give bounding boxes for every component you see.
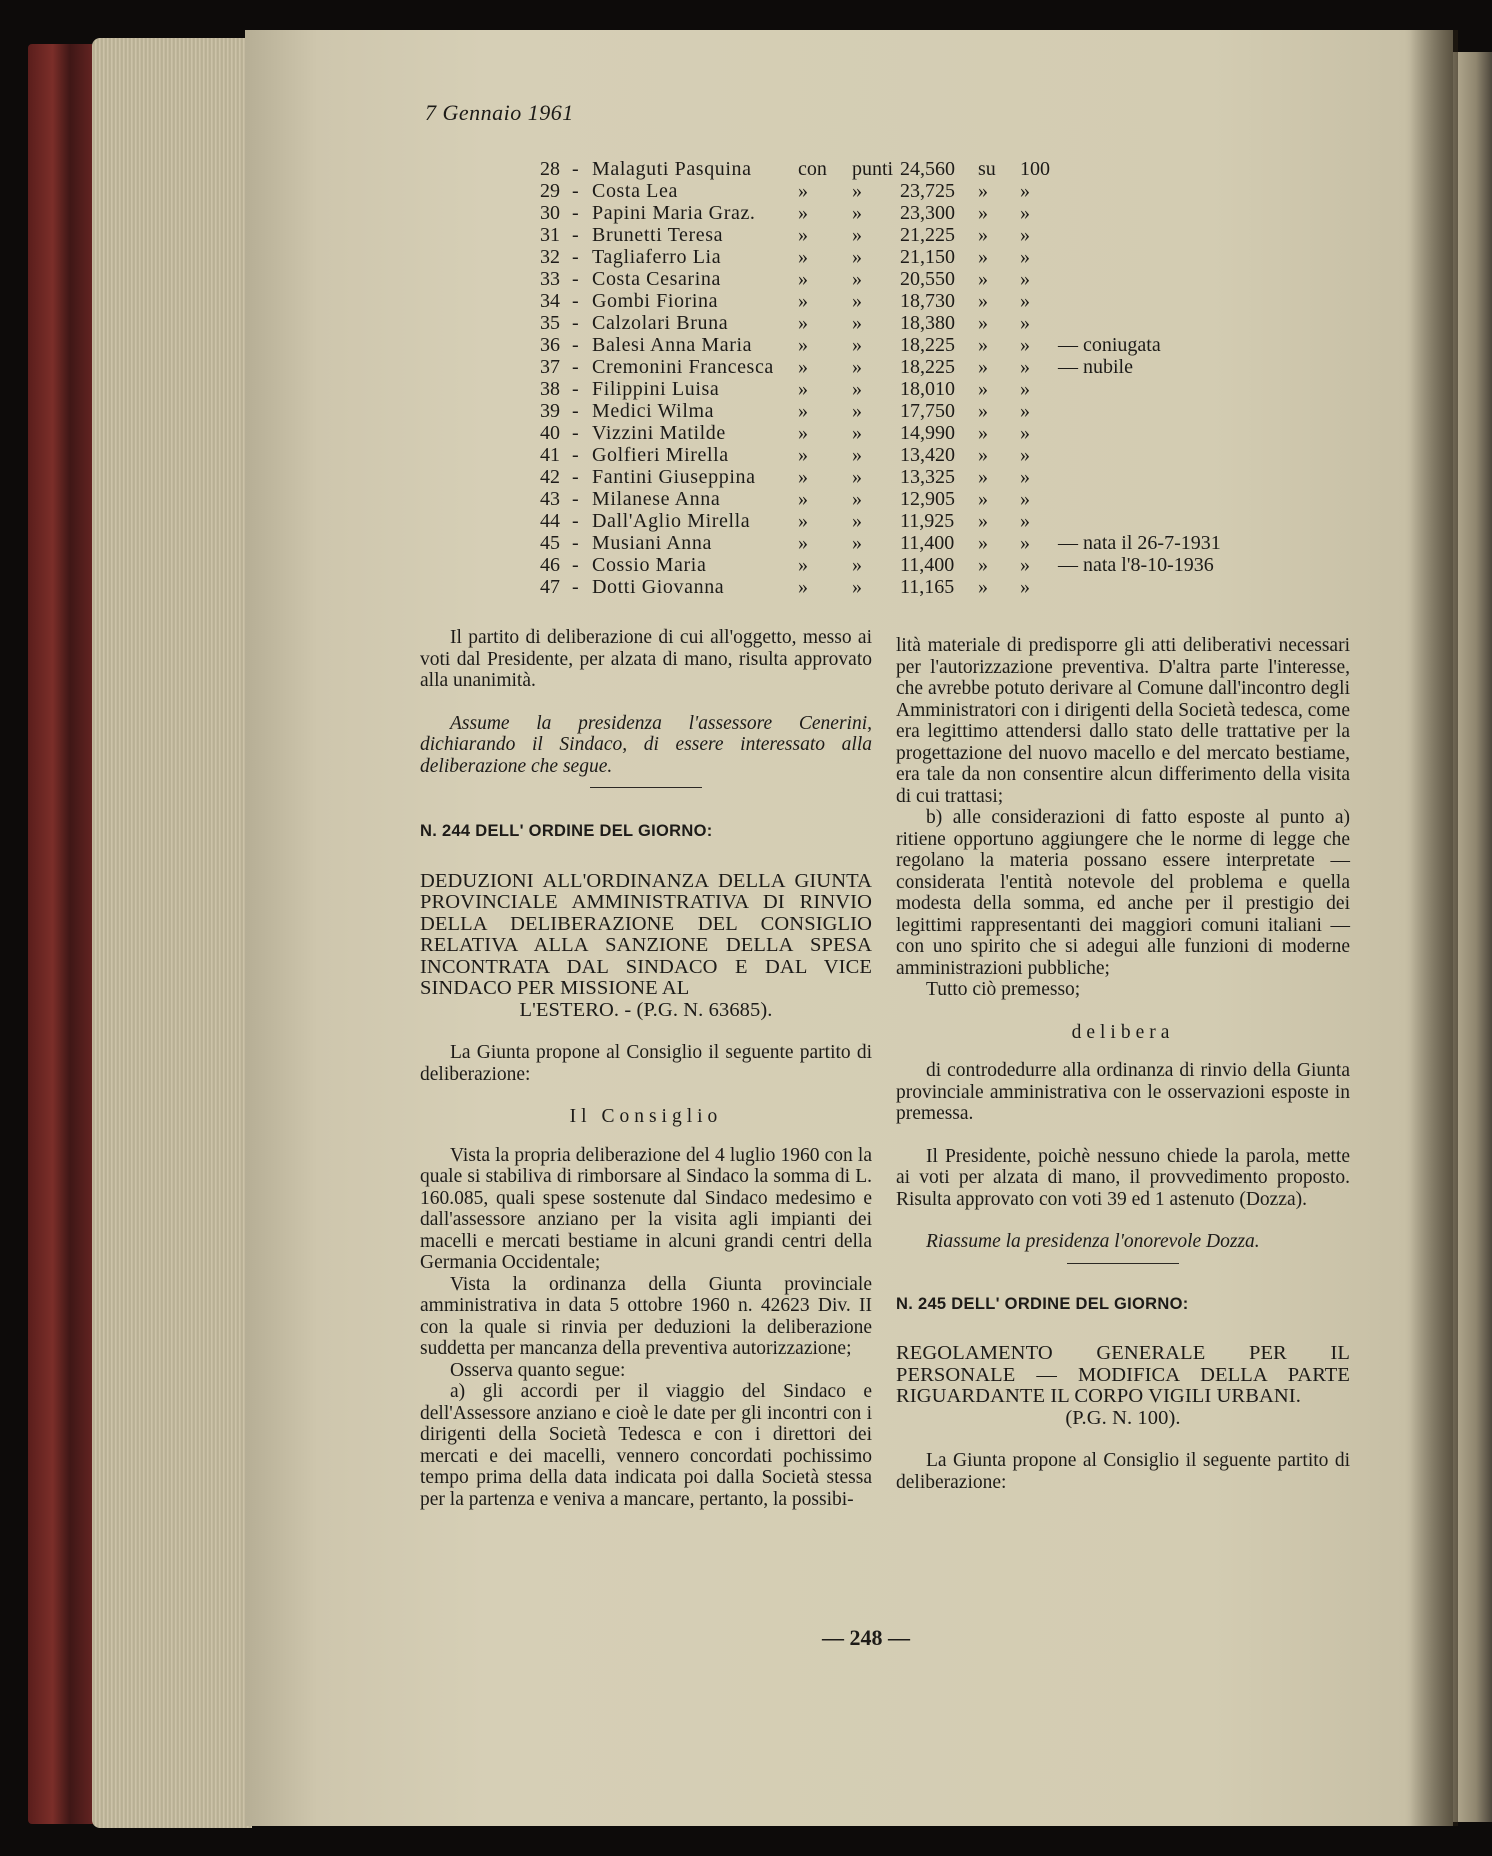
ranking-row — [540, 400, 1280, 422]
ranking-u2: » — [852, 510, 862, 532]
book-cover-right — [1452, 52, 1492, 1822]
book-gutter-shadow — [1410, 30, 1458, 1826]
ranking-row — [540, 554, 1280, 576]
ranking-u1: » — [798, 510, 808, 532]
ranking-name: Gombi Fiorina — [592, 290, 719, 312]
ranking-name: Golfieri Mirella — [592, 444, 729, 466]
ranking-score: 18,225 — [900, 334, 955, 356]
ranking-name: Dall'Aglio Mirella — [592, 510, 751, 532]
ranking-row — [540, 334, 1280, 356]
ranking-row — [540, 246, 1280, 268]
ranking-u1: » — [798, 466, 808, 488]
ranking-u4: » — [1020, 246, 1030, 268]
ranking-score: 12,905 — [900, 488, 955, 510]
ranking-row — [540, 444, 1280, 466]
ranking-u2: » — [852, 400, 862, 422]
ranking-u1: » — [798, 488, 808, 510]
ranking-u1: » — [798, 312, 808, 334]
ranking-u2: » — [852, 378, 862, 400]
ranking-u3: » — [978, 356, 988, 378]
ranking-u4: » — [1020, 466, 1030, 488]
ranking-name: Balesi Anna Maria — [592, 334, 753, 356]
ranking-name: Papini Maria Graz. — [592, 202, 756, 224]
ranking-u1: » — [798, 576, 808, 598]
ranking-score: 18,225 — [900, 356, 955, 378]
ranking-u1: » — [798, 268, 808, 290]
il-consiglio-heading: Il Consiglio — [569, 1106, 723, 1127]
ranking-u2: » — [852, 576, 862, 598]
ranking-name: Costa Lea — [592, 180, 678, 202]
ranking-u1: » — [798, 444, 808, 466]
ranking-num: 42 — [540, 466, 560, 488]
ranking-dash: - — [572, 466, 579, 488]
ranking-dash: - — [572, 532, 579, 554]
ranking-dash: - — [572, 202, 579, 224]
ranking-u2: » — [852, 312, 862, 334]
ranking-score: 11,925 — [900, 510, 955, 532]
ranking-row — [540, 312, 1280, 334]
ranking-row — [540, 202, 1280, 224]
ranking-dash: - — [572, 158, 579, 180]
giunta-proposal-245: La Giunta propone al Consiglio il seguente partito di deliberazione: — [896, 1450, 1350, 1493]
ranking-score: 24,560 — [900, 158, 955, 180]
ranking-u2: » — [852, 466, 862, 488]
possibility-continuation: lità materiale di predisporre gli atti deliberativi necessari per l'autorizzazione preventiva. D'altra parte l'interesse, che avrebbe potuto derivare al Comune dall'incontro degli Amministratori con i dirigenti della Società tedesca, come era legittimo attendersi dallo stato delle trattative per la progettazione del nuovo macello e del mercato bestiame, era tale da non consentire alcun differimento della visita di cui trattasi; — [896, 635, 1350, 807]
ranking-score: 18,380 — [900, 312, 955, 334]
ranking-u4: » — [1020, 576, 1030, 598]
separator-line — [1067, 1263, 1179, 1264]
point-a-paragraph: a) gli accordi per il viaggio del Sindaco e dell'Assessore anziano e cioè le date per gli incontri con i dirigenti della Società Tedesca e con i direttori dei mercati e dei macelli, vennero concordati pochissimo tempo prima della data indicata poi dalla Società stessa per la partenza e veniva a mancare, pertanto, la possibi- — [420, 1381, 872, 1510]
separator-line — [590, 787, 702, 788]
ranking-dash: - — [572, 290, 579, 312]
ranking-name: Milanese Anna — [592, 488, 721, 510]
ranking-u4: » — [1020, 400, 1030, 422]
ranking-name: Tagliaferro Lia — [592, 246, 722, 268]
ranking-u3: » — [978, 532, 988, 554]
giunta-proposal-244: La Giunta propone al Consiglio il seguente partito di deliberazione: — [420, 1042, 872, 1085]
ranking-dash: - — [572, 224, 579, 246]
ranking-u4: » — [1020, 444, 1030, 466]
order-244-heading: N. 244 DELL' ORDINE DEL GIORNO: — [420, 822, 713, 840]
ranking-u3: » — [978, 510, 988, 532]
premesso-line: Tutto ciò premesso; — [926, 979, 1081, 1000]
ranking-name: Medici Wilma — [592, 400, 715, 422]
ranking-u4: » — [1020, 312, 1030, 334]
ranking-num: 31 — [540, 224, 560, 246]
ranking-u3: » — [978, 246, 988, 268]
ranking-name: Cremonini Francesca — [592, 356, 774, 378]
ranking-dash: - — [572, 356, 579, 378]
ranking-num: 43 — [540, 488, 560, 510]
ranking-u1: » — [798, 356, 808, 378]
ranking-dash: - — [572, 268, 579, 290]
ranking-dash: - — [572, 334, 579, 356]
ranking-dash: - — [572, 180, 579, 202]
right-column — [896, 635, 1350, 1493]
book-cover-left — [28, 44, 98, 1824]
ranking-score: 13,325 — [900, 466, 955, 488]
ranking-row — [540, 532, 1280, 554]
order-245-title — [896, 1343, 1350, 1429]
ranking-score: 14,990 — [900, 422, 955, 444]
ranking-u4: » — [1020, 510, 1030, 532]
running-head-date: 7 Gennaio 1961 — [425, 100, 574, 125]
ranking-dash: - — [572, 312, 579, 334]
ranking-u3: » — [978, 488, 988, 510]
ranking-num: 46 — [540, 554, 560, 576]
ranking-row — [540, 488, 1280, 510]
ranking-name: Filippini Luisa — [592, 378, 720, 400]
ranking-name: Fantini Giuseppina — [592, 466, 756, 488]
ranking-dash: - — [572, 400, 579, 422]
ranking-u4: » — [1020, 180, 1030, 202]
ranking-u3: » — [978, 576, 988, 598]
ranking-u1: con — [798, 158, 827, 180]
ranking-note: — nata il 26-7-1931 — [1058, 532, 1221, 554]
ranking-name: Dotti Giovanna — [592, 576, 725, 598]
ranking-u4: » — [1020, 356, 1030, 378]
left-column — [420, 627, 872, 1510]
ranking-num: 35 — [540, 312, 560, 334]
ranking-u2: » — [852, 290, 862, 312]
ranking-u3: » — [978, 444, 988, 466]
vista-deliberazione-paragraph: Vista la propria deliberazione del 4 luglio 1960 con la quale si stabiliva di rimborsare al Sindaco la somma di L. 160.085, quali spese sostenute dal Sindaco medesimo e dall'assessore anziano per la visita agli impianti dei macelli e mercati bestiame in alcuni grandi centri della Germania Occidentale; — [420, 1144, 872, 1273]
ranking-num: 33 — [540, 268, 560, 290]
ranking-score: 18,730 — [900, 290, 955, 312]
ranking-u2: » — [852, 444, 862, 466]
ranking-dash: - — [572, 576, 579, 598]
ranking-u4: » — [1020, 532, 1030, 554]
ranking-u2: » — [852, 180, 862, 202]
ranking-score: 21,225 — [900, 224, 955, 246]
ranking-score: 11,165 — [900, 576, 955, 598]
ranking-row — [540, 180, 1280, 202]
ranking-u3: » — [978, 400, 988, 422]
order-245-title-last: (P.G. N. 100). — [1065, 1406, 1181, 1429]
ranking-u3: su — [978, 158, 996, 180]
ranking-u4: » — [1020, 334, 1030, 356]
ranking-u1: » — [798, 532, 808, 554]
ranking-dash: - — [572, 488, 579, 510]
ranking-score: 17,750 — [900, 400, 955, 422]
ranking-u4: » — [1020, 202, 1030, 224]
osserva-paragraph: Osserva quanto segue: — [450, 1359, 626, 1381]
ranking-score: 11,400 — [900, 554, 955, 576]
ranking-row — [540, 158, 1280, 180]
ranking-u4: » — [1020, 488, 1030, 510]
ranking-row — [540, 224, 1280, 246]
ranking-u1: » — [798, 246, 808, 268]
ranking-u4: » — [1020, 268, 1030, 290]
ranking-num: 44 — [540, 510, 560, 532]
ranking-name: Cossio Maria — [592, 554, 707, 576]
ranking-dash: - — [572, 554, 579, 576]
ranking-u1: » — [798, 334, 808, 356]
vote-result-paragraph: Il Presidente, poichè nessuno chiede la parola, mette ai voti per alzata di mano, il provvedimento proposto. Risulta approvato con voti 39 ed 1 astenuto (Dozza). — [896, 1145, 1350, 1210]
page-number: — 248 — — [822, 1625, 910, 1650]
ranking-score: 20,550 — [900, 268, 955, 290]
ranking-u1: » — [798, 224, 808, 246]
order-244-title-last: L'ESTERO. - (P.G. N. 63685). — [519, 998, 773, 1021]
ranking-row — [540, 466, 1280, 488]
ranking-u2: » — [852, 268, 862, 290]
ranking-u4: » — [1020, 224, 1030, 246]
ranking-u2: » — [852, 356, 862, 378]
ranking-num: 32 — [540, 246, 560, 268]
ranking-list — [540, 158, 1280, 598]
ranking-u3: » — [978, 554, 988, 576]
ranking-dash: - — [572, 422, 579, 444]
ranking-u3: » — [978, 180, 988, 202]
ranking-row — [540, 290, 1280, 312]
ranking-u3: » — [978, 312, 988, 334]
ranking-u1: » — [798, 554, 808, 576]
ranking-score: 23,725 — [900, 180, 955, 202]
ranking-row — [540, 422, 1280, 444]
presidency-resumed-note: Riassume la presidenza l'onorevole Dozza. — [926, 1231, 1260, 1252]
ranking-score: 23,300 — [900, 202, 955, 224]
ranking-u1: » — [798, 422, 808, 444]
ranking-row — [540, 268, 1280, 290]
ranking-note: — coniugata — [1058, 334, 1161, 356]
order-244-title-text: DEDUZIONI ALL'ORDINANZA DELLA GIUNTA PROVINCIALE AMMINISTRATIVA DI RINVIO DELLA DELIBERAZIONE DEL CONSIGLIO RELATIVA ALLA SANZIONE DELLA SPESA INCONTRATA DAL SINDACO E DAL VICE SINDACO PER MISSIONE AL — [420, 869, 872, 999]
ranking-dash: - — [572, 510, 579, 532]
ranking-u2: » — [852, 202, 862, 224]
ranking-name: Malaguti Pasquina — [592, 158, 752, 180]
ranking-score: 18,010 — [900, 378, 955, 400]
controdedurre-paragraph: di controdedurre alla ordinanza di rinvio della Giunta provinciale amministrativa con le osservazioni esposte in premessa. — [896, 1060, 1350, 1124]
ranking-name: Costa Cesarina — [592, 268, 721, 290]
ranking-u3: » — [978, 268, 988, 290]
ranking-num: 47 — [540, 576, 560, 598]
ranking-u3: » — [978, 378, 988, 400]
order-245-title-text: REGOLAMENTO GENERALE PER IL PERSONALE — MODIFICA DELLA PARTE RIGUARDANTE IL CORPO VIGILI URBANI. — [896, 1342, 1350, 1407]
ranking-u4: » — [1020, 422, 1030, 444]
page-edges — [92, 38, 252, 1828]
ranking-num: 40 — [540, 422, 560, 444]
ranking-num: 39 — [540, 400, 560, 422]
ranking-u2: punti — [852, 158, 894, 180]
point-b-paragraph: b) alle considerazioni di fatto esposte al punto a) ritiene opportuno aggiungere che le norme di legge che regolano la materia possano essere interpretate — considerata l'entità notevole del problema e quella modesta della somma, ed anche per il prestigio dei legittimi rappresentanti dei maggiori comuni italiani — con uno spirito che si adegui alle funzioni di moderne amministrazioni pubbliche; — [896, 807, 1350, 979]
ranking-num: 45 — [540, 532, 560, 554]
ranking-u4: » — [1020, 290, 1030, 312]
ranking-dash: - — [572, 378, 579, 400]
ranking-note: — nubile — [1058, 356, 1133, 378]
ranking-u2: » — [852, 334, 862, 356]
approval-paragraph: Il partito di deliberazione di cui all'oggetto, messo ai voti dal Presidente, per alzata di mano, risulta approvato alla unanimità. — [420, 627, 872, 691]
ranking-name: Calzolari Bruna — [592, 312, 729, 334]
ranking-num: 41 — [540, 444, 560, 466]
ranking-score: 21,150 — [900, 246, 955, 268]
ranking-u4: » — [1020, 378, 1030, 400]
ranking-u1: » — [798, 400, 808, 422]
ranking-u2: » — [852, 488, 862, 510]
ranking-row — [540, 378, 1280, 400]
ranking-num: 28 — [540, 158, 560, 180]
order-244-title — [420, 871, 872, 1022]
ranking-u3: » — [978, 290, 988, 312]
ranking-name: Musiani Anna — [592, 532, 712, 554]
ranking-u3: » — [978, 202, 988, 224]
ranking-u1: » — [798, 202, 808, 224]
ranking-u3: » — [978, 224, 988, 246]
ranking-u2: » — [852, 554, 862, 576]
order-245-heading: N. 245 DELL' ORDINE DEL GIORNO: — [896, 1294, 1189, 1313]
ranking-dash: - — [572, 246, 579, 268]
ranking-name: Brunetti Teresa — [592, 224, 724, 246]
ranking-u2: » — [852, 532, 862, 554]
ranking-num: 29 — [540, 180, 560, 202]
vista-ordinanza-paragraph: Vista la ordinanza della Giunta provinciale amministrativa in data 5 ottobre 1960 n. 42623 Div. II con la quale si rinvia per deduzioni la deliberazione suddetta per mancanza della preventiva autorizzazione; — [420, 1273, 872, 1359]
ranking-dash: - — [572, 444, 579, 466]
ranking-u4: 100 — [1020, 158, 1050, 180]
ranking-name: Vizzini Matilde — [592, 422, 726, 444]
delibera-heading: delibera — [1071, 1021, 1175, 1043]
ranking-num: 34 — [540, 290, 560, 312]
ranking-score: 13,420 — [900, 444, 955, 466]
ranking-note: — nata l'8-10-1936 — [1058, 554, 1214, 576]
ranking-num: 36 — [540, 334, 560, 356]
ranking-u1: » — [798, 378, 808, 400]
ranking-row — [540, 576, 1280, 598]
ranking-u3: » — [978, 422, 988, 444]
ranking-u3: » — [978, 334, 988, 356]
presidency-note: Assume la presidenza l'assessore Cenerini, dichiarando il Sindaco, di essere interessato alla deliberazione che segue. — [420, 712, 872, 777]
ranking-u1: » — [798, 180, 808, 202]
ranking-u3: » — [978, 466, 988, 488]
ranking-u2: » — [852, 422, 862, 444]
ranking-row — [540, 510, 1280, 532]
ranking-u1: » — [798, 290, 808, 312]
ranking-u2: » — [852, 246, 862, 268]
ranking-row — [540, 356, 1280, 378]
ranking-num: 38 — [540, 378, 560, 400]
ranking-num: 37 — [540, 356, 560, 378]
ranking-num: 30 — [540, 202, 560, 224]
ranking-u4: » — [1020, 554, 1030, 576]
ranking-score: 11,400 — [900, 532, 955, 554]
ranking-u2: » — [852, 224, 862, 246]
